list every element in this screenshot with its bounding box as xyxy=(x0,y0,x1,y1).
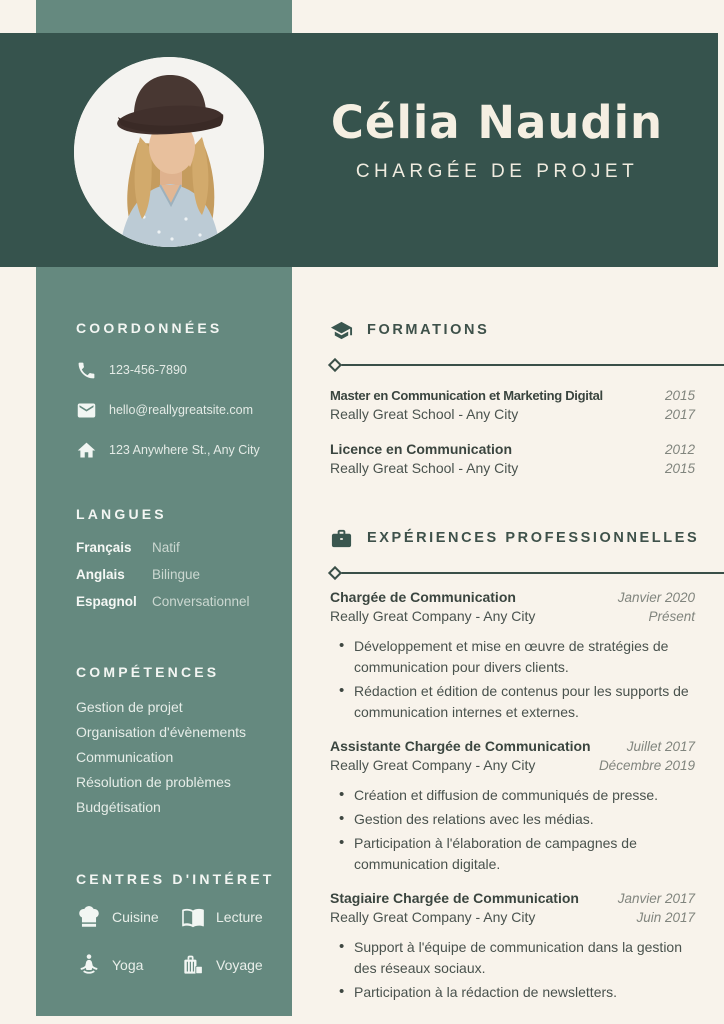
briefcase-icon xyxy=(330,527,353,550)
chef-hat-icon xyxy=(76,904,102,930)
interest-item-lecture xyxy=(180,902,276,932)
section-title-experience: EXPÉRIENCES PROFESSIONNELLES xyxy=(367,530,700,546)
bullet-item: • Participation à la rédaction de newsletters. xyxy=(330,982,695,1003)
education-header xyxy=(330,318,724,342)
entry-dates xyxy=(610,889,695,927)
entry-title: Assistante Chargée de Communication xyxy=(330,738,591,754)
email-icon xyxy=(76,400,97,421)
entry-title: Licence en Communication xyxy=(330,441,513,457)
profile-photo xyxy=(74,57,264,247)
main-column xyxy=(330,318,724,1006)
education-entry-info xyxy=(330,386,657,424)
skills-heading: COMPÉTENCES xyxy=(76,664,220,680)
entry-org: Really Great Company - Any City xyxy=(330,757,536,773)
experience-entry xyxy=(330,889,724,1003)
home-icon xyxy=(76,440,97,461)
section-title-formations: FORMATIONS xyxy=(367,322,490,338)
portrait-illustration xyxy=(74,57,264,247)
interest-label: Voyage xyxy=(216,957,263,973)
education-entry-info xyxy=(330,440,657,478)
language-name: Français xyxy=(76,540,132,555)
skill-item: Gestion de projet xyxy=(76,699,183,715)
rule-diamond-icon xyxy=(328,566,342,580)
interest-item-yoga xyxy=(76,950,180,980)
entry-dates xyxy=(610,588,695,626)
language-level: Conversationnel xyxy=(152,594,250,609)
bullet-list xyxy=(330,785,724,875)
interest-item-voyage xyxy=(180,950,276,980)
languages-heading: LANGUES xyxy=(76,506,167,522)
sidebar xyxy=(36,267,292,980)
contact-email: hello@reallygreatsite.com xyxy=(109,403,254,417)
luggage-icon xyxy=(180,952,206,978)
experience-entry-info xyxy=(330,737,591,775)
bullet-list xyxy=(330,937,724,1003)
date-start: Janvier 2017 xyxy=(617,891,695,906)
bullet-item: • Gestion des relations avec les médias. xyxy=(330,809,695,830)
interest-label: Cuisine xyxy=(112,909,159,925)
phone-icon xyxy=(76,360,97,381)
header-job-title: CHARGÉE DE PROJET xyxy=(355,160,639,182)
language-level: Natif xyxy=(152,540,180,555)
experience-entry-header xyxy=(330,889,724,927)
entry-org: Really Great School - Any City xyxy=(330,460,519,476)
entry-org: Really Great School - Any City xyxy=(330,406,519,422)
entry-dates xyxy=(591,737,695,775)
language-row xyxy=(76,593,276,611)
interest-label: Lecture xyxy=(216,909,263,925)
date-start: 2012 xyxy=(664,442,695,457)
bullet-item: • Support à l'équipe de communication dans la gestion des réseaux sociaux. xyxy=(330,937,695,979)
date-start: 2015 xyxy=(664,388,695,403)
bullet-item: • Développement et mise en œuvre de stratégies de communication pour divers clients. xyxy=(330,636,695,678)
contact-heading: COORDONNÉES xyxy=(76,320,223,336)
date-end: Juin 2017 xyxy=(636,910,695,925)
language-name: Espagnol xyxy=(76,594,137,609)
date-start: Janvier 2020 xyxy=(617,590,695,605)
section-rule xyxy=(330,572,724,574)
contact-section xyxy=(76,319,276,463)
yoga-icon xyxy=(76,952,102,978)
education-entry xyxy=(330,386,724,424)
entry-title: Chargée de Communication xyxy=(330,589,516,605)
bullet-item: • Rédaction et édition de contenus pour les supports de communication internes et externes. xyxy=(330,681,695,723)
book-icon xyxy=(180,904,206,930)
interest-grid xyxy=(76,902,276,980)
experience-entry-info xyxy=(330,588,610,626)
education-section xyxy=(330,318,724,478)
experience-section xyxy=(330,526,724,1003)
language-name: Anglais xyxy=(76,567,125,582)
contact-row-email xyxy=(76,397,276,423)
skill-item: Organisation d'évènements xyxy=(76,724,246,740)
experience-entry-info xyxy=(330,889,610,927)
date-start: Juillet 2017 xyxy=(626,739,695,754)
language-row xyxy=(76,566,276,584)
entry-dates xyxy=(657,440,695,478)
interests-section xyxy=(76,870,276,980)
date-end: Décembre 2019 xyxy=(598,758,695,773)
bullet-item: • Création et diffusion de communiqués de presse. xyxy=(330,785,695,806)
education-entry xyxy=(330,440,724,478)
entry-dates xyxy=(657,386,695,424)
experience-entry xyxy=(330,737,724,875)
contact-row-address xyxy=(76,437,276,463)
rule-diamond-icon xyxy=(328,358,342,372)
date-end: 2015 xyxy=(664,461,695,476)
skill-item: Résolution de problèmes xyxy=(76,774,231,790)
interest-label: Yoga xyxy=(112,957,144,973)
interest-item-cuisine xyxy=(76,902,180,932)
date-end: Présent xyxy=(648,609,695,624)
skill-item: Communication xyxy=(76,749,174,765)
header-text-block xyxy=(298,97,696,183)
entry-title: Stagiaire Chargée de Communication xyxy=(330,890,579,906)
bullet-item: • Participation à l'élaboration de campagnes de communication digitale. xyxy=(330,833,695,875)
skills-section xyxy=(76,663,276,820)
section-rule xyxy=(330,364,724,366)
languages-section xyxy=(76,505,276,611)
graduation-cap-icon xyxy=(330,319,353,342)
skill-item: Budgétisation xyxy=(76,799,161,815)
language-row xyxy=(76,539,276,557)
experience-header xyxy=(330,526,724,550)
entry-title: Master en Communication et Marketing Digital xyxy=(330,388,603,403)
contact-phone: 123-456-7890 xyxy=(109,363,187,377)
experience-entry xyxy=(330,588,724,723)
experience-entry-header xyxy=(330,588,724,626)
interests-heading: CENTRES D'INTÉRET xyxy=(76,871,275,887)
header-name: Célia Naudin xyxy=(330,96,664,149)
language-level: Bilingue xyxy=(152,567,201,582)
bullet-list xyxy=(330,636,724,723)
contact-row-phone xyxy=(76,357,276,383)
date-end: 2017 xyxy=(664,407,695,422)
contact-address: 123 Anywhere St., Any City xyxy=(109,443,260,457)
entry-org: Really Great Company - Any City xyxy=(330,909,536,925)
experience-entry-header xyxy=(330,737,724,775)
entry-org: Really Great Company - Any City xyxy=(330,608,536,624)
